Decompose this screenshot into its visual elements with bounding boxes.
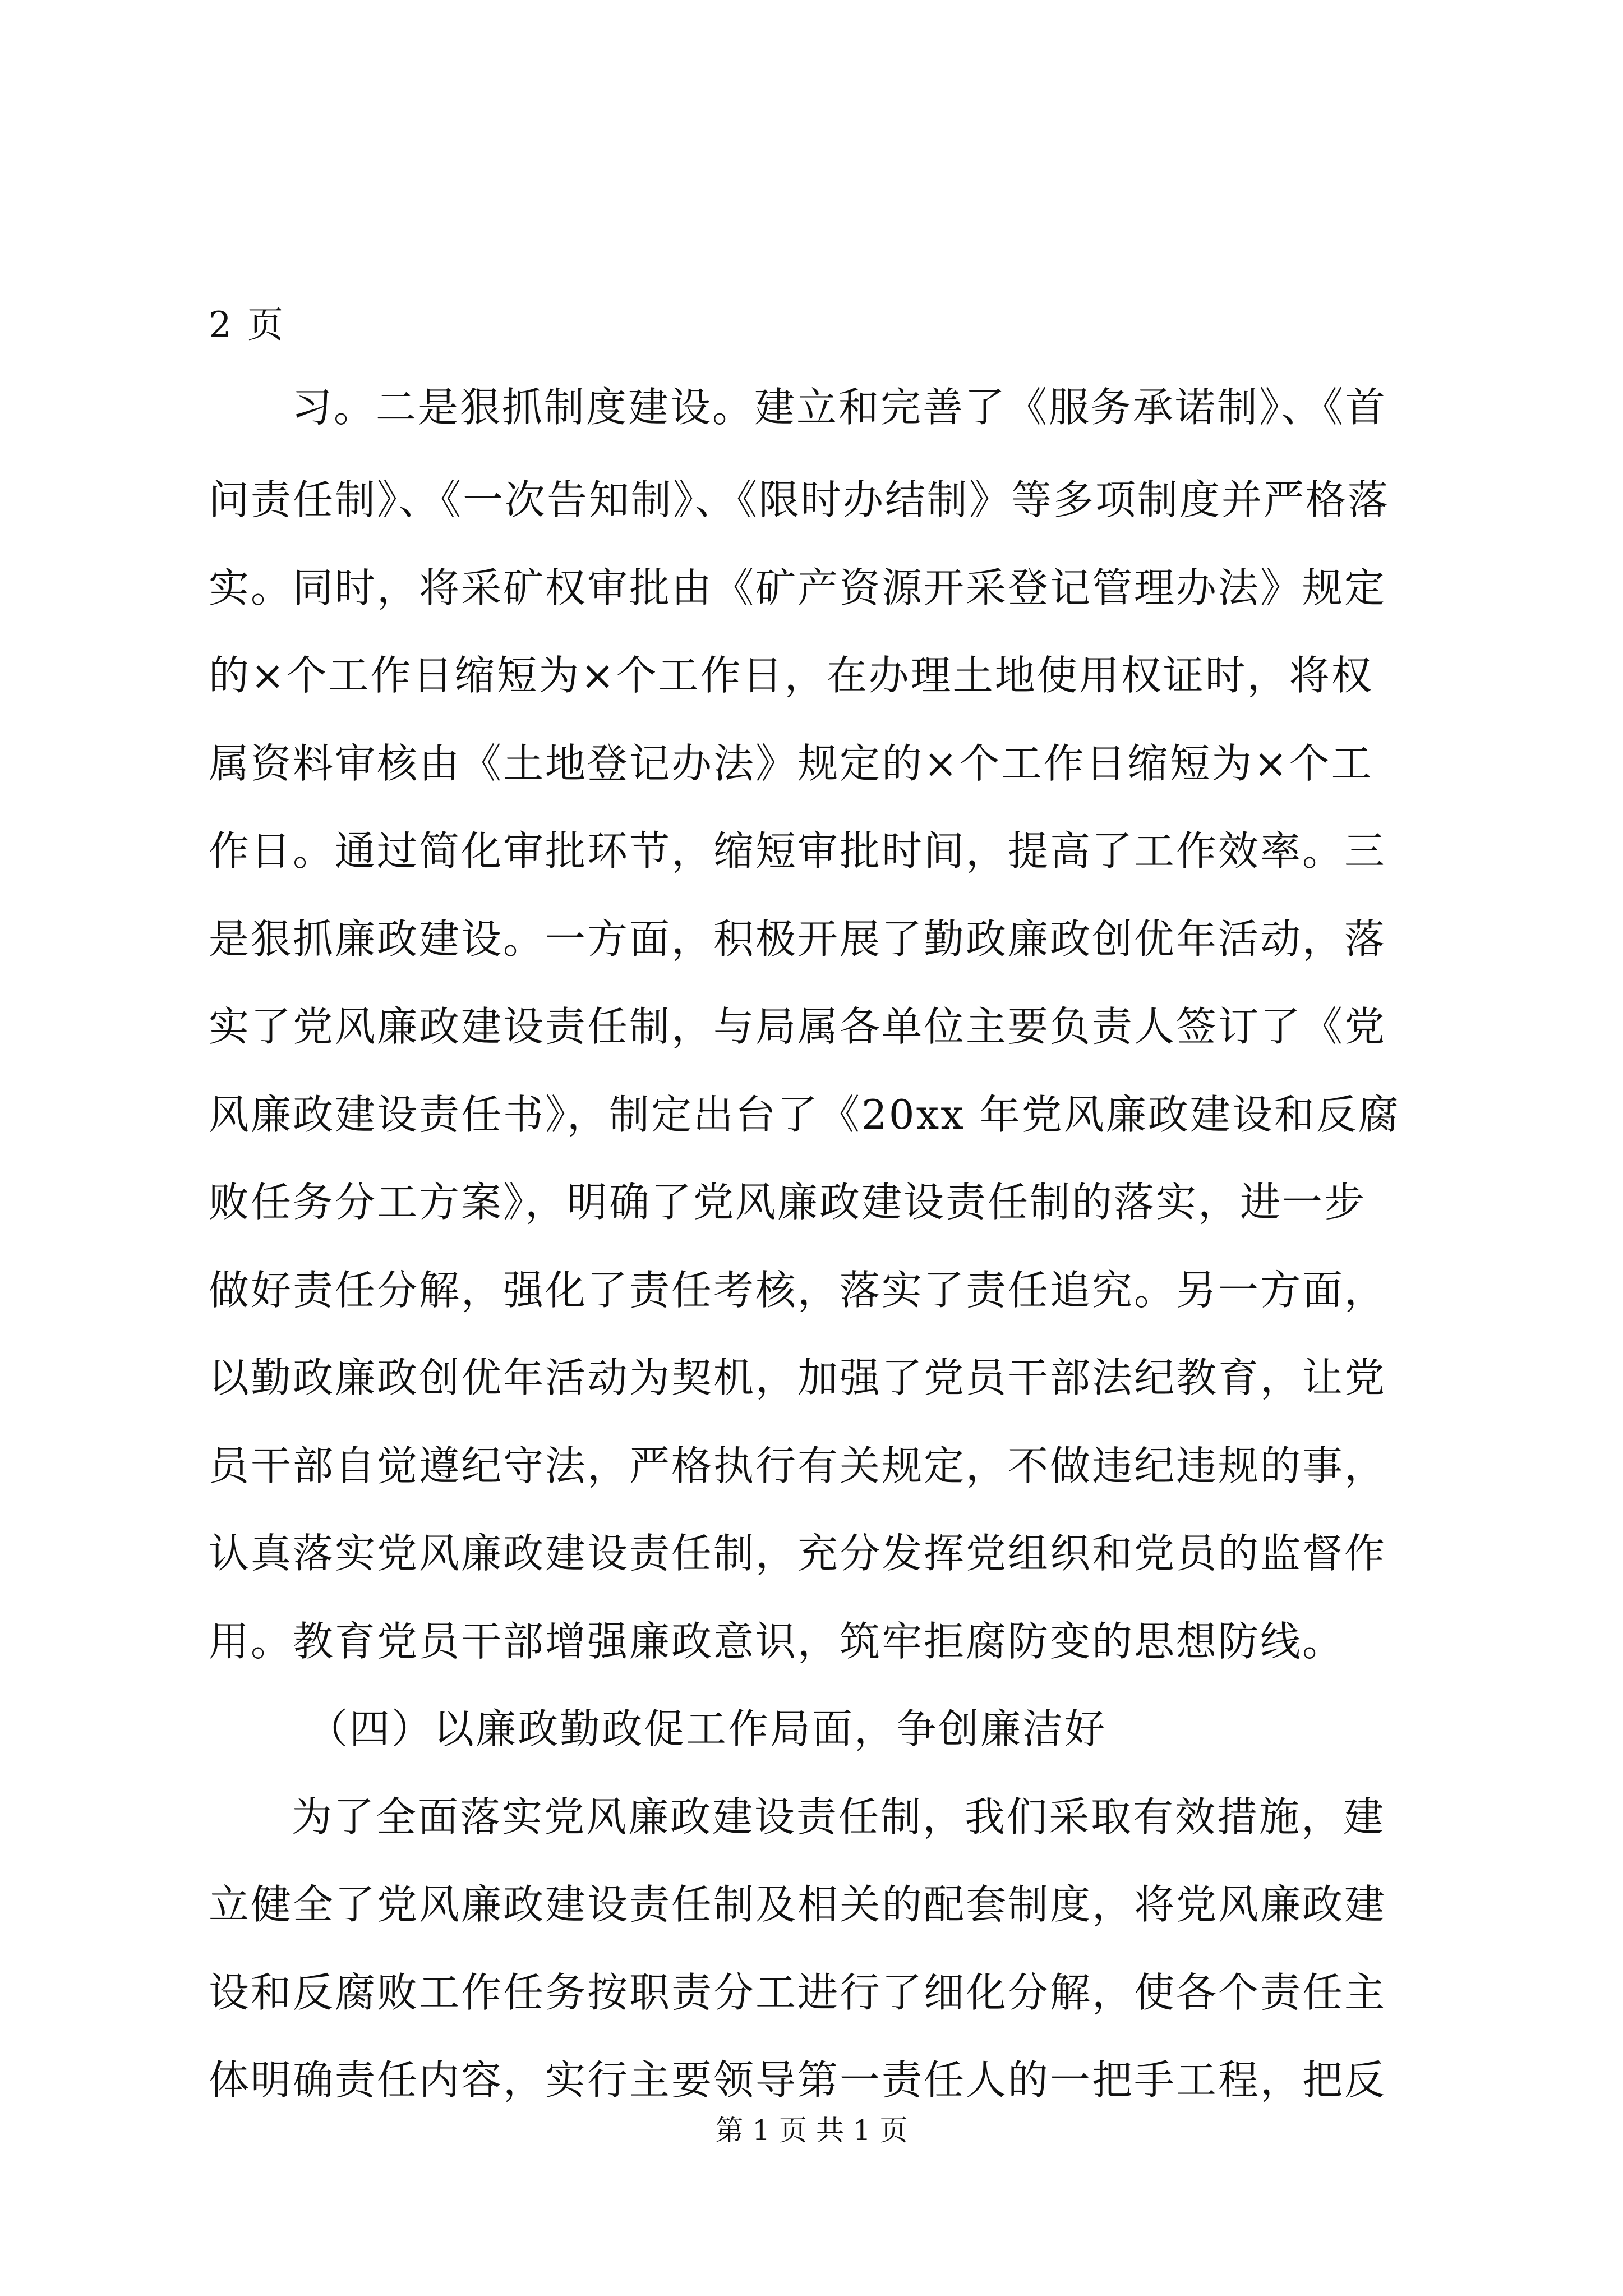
body-line: 作日。通过简化审批环节，缩短审批时间，提高了工作效率。三 [209,827,1387,875]
body-line: 是狠抓廉政建设。一方面，积极开展了勤政廉政创优年活动，落 [209,915,1387,963]
body-line: 习。二是狠抓制度建设。建立和完善了《服务承诺制》、《首 [292,384,1387,431]
body-line: 立健全了党风廉政建设责任制及相关的配套制度，将党风廉政建 [209,1881,1387,1928]
body-line: 认真落实党风廉政建设责任制，充分发挥党组织和党员的监督作 [209,1530,1387,1577]
body-line: 实了党风廉政建设责任制，与局属各单位主要负责人签订了《党 [209,1003,1387,1050]
page-footer: 第 1 页 共 1 页 [715,2114,908,2147]
body-line: 用。教育党员干部增强廉政意识，筑牢拒腐防变的思想防线。 [209,1618,1345,1665]
section-heading: （四）以廉政勤政促工作局面，争创廉洁好 [307,1705,1107,1752]
body-line: 败任务分工方案》，明确了党风廉政建设责任制的落实，进一步 [209,1179,1367,1226]
body-line: 实。同时，将采矿权审批由《矿产资源开采登记管理办法》规定 [209,564,1387,611]
body-line: 员干部自觉遵纪守法，严格执行有关规定，不做违纪违规的事， [209,1442,1387,1489]
body-line: 的×个工作日缩短为×个工作日，在办理土地使用权证时，将权 [209,652,1373,699]
body-line: 问责任制》、《一次告知制》、《限时办结制》等多项制度并严格落 [209,476,1390,523]
body-line: 设和反腐败工作任务按职责分工进行了细化分解，使各个责任主 [209,1969,1387,2016]
body-line: 体明确责任内容，实行主要领导第一责任人的一把手工程，把反 [209,2056,1387,2104]
body-line: 为了全面落实党风廉政建设责任制，我们采取有效措施，建 [292,1793,1386,1841]
body-line: 属资料审核由《土地登记办法》规定的×个工作日缩短为×个工 [209,740,1373,787]
body-line: 做好责任分解，强化了责任考核，落实了责任追究。另一方面， [209,1267,1387,1314]
body-line: 以勤政廉政创优年活动为契机，加强了党员干部法纪教育，让党 [209,1354,1387,1401]
body-line: 风廉政建设责任书》，制定出台了《20xx 年党风廉政建设和反腐 [209,1091,1400,1138]
page-label: 2 页 [209,305,286,346]
